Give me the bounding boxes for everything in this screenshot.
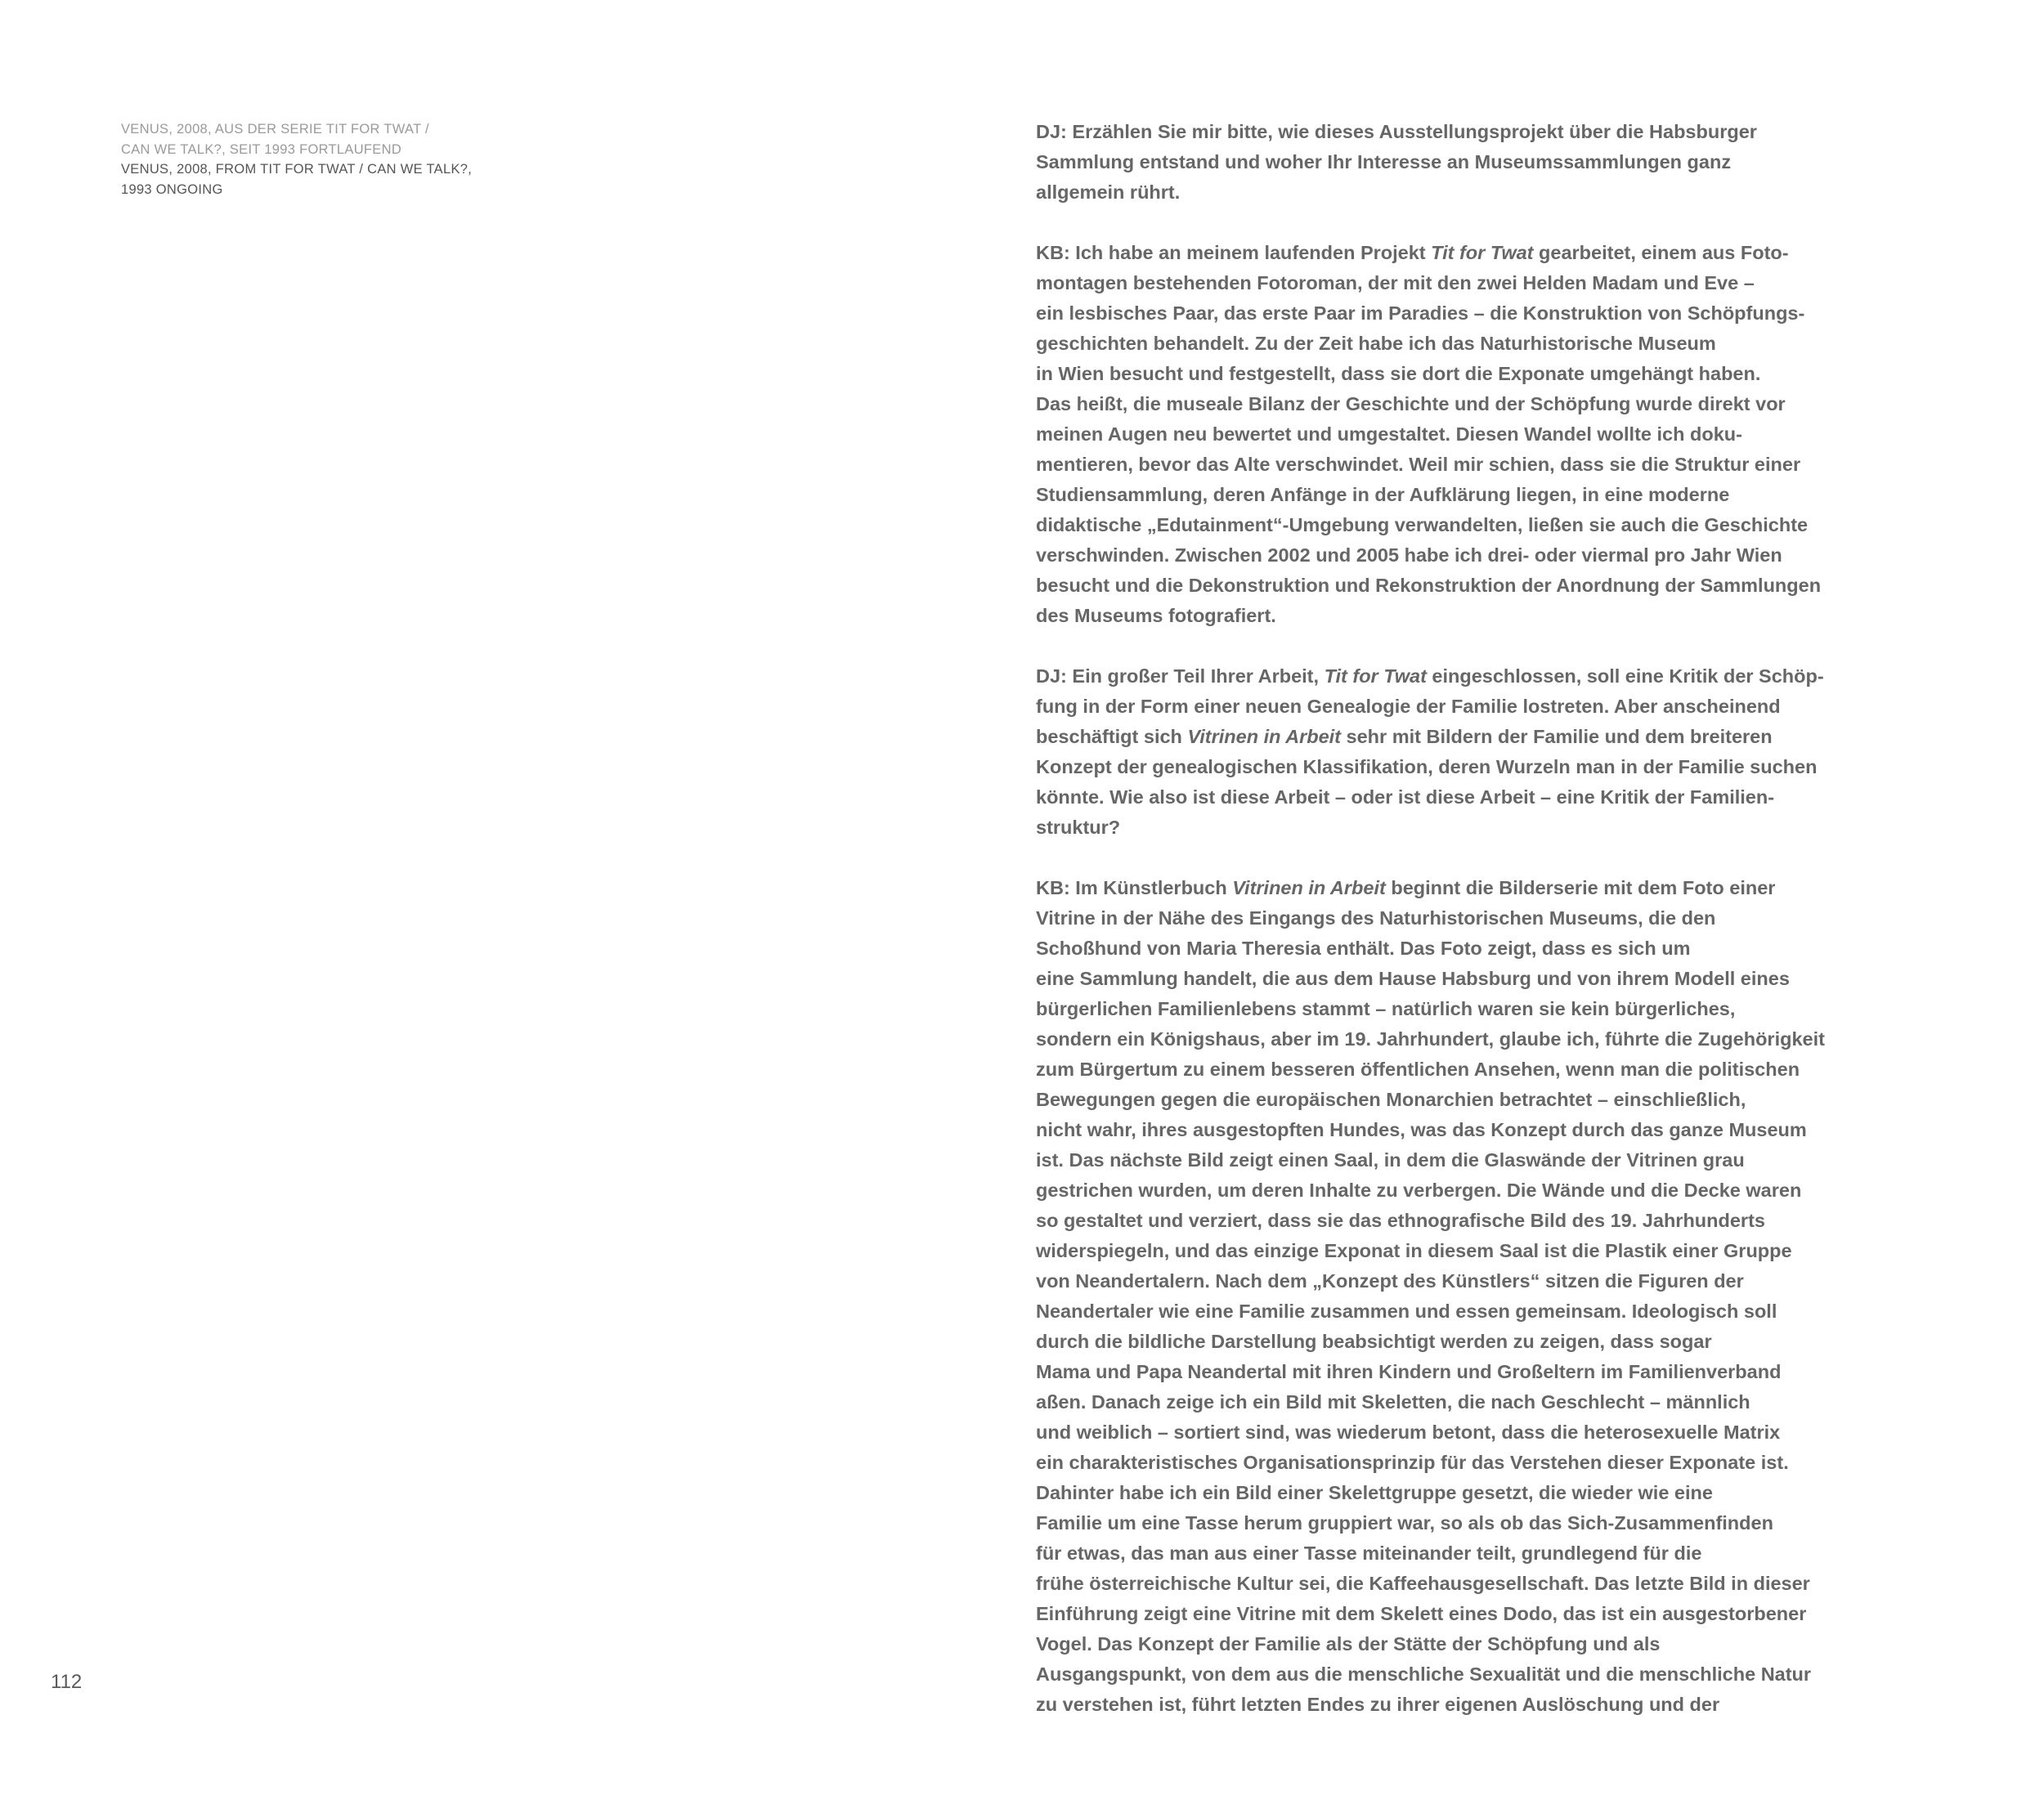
text-line: Sammlung entstand und woher Ihr Interesse an Museumssammlungen ganz <box>1036 151 1732 172</box>
text-line: ist. Das nächste Bild zeigt einen Saal, in dem die Glaswände der Vitrinen grau <box>1036 1149 1745 1171</box>
work-title: Vitrinen in Arbeit <box>1187 726 1342 747</box>
text-line: mentieren, bevor das Alte verschwindet. Weil mir schien, dass sie die Struktur einer <box>1036 454 1801 475</box>
text-line: zum Bürgertum zu einem besseren öffentlichen Ansehen, wenn man die politischen <box>1036 1059 1800 1080</box>
text-line: DJ: Erzählen Sie mir bitte, wie dieses Ausstellungsprojekt über die Habsburger <box>1036 121 1757 142</box>
text-line: KB: Ich habe an meinem laufenden Projekt Tit for Twat gearbeitet, einem aus Foto- <box>1036 242 1789 263</box>
text-line: DJ: Ein großer Teil Ihrer Arbeit, Tit for Twat eingeschlossen, soll eine Kritik der Schöp- <box>1036 665 1824 687</box>
text-line: frühe österreichische Kultur sei, die Kaffeehausgesellschaft. Das letzte Bild in dieser <box>1036 1573 1810 1594</box>
text-line: Familie um eine Tasse herum gruppiert war, so als ob das Sich-Zusammenfinden <box>1036 1512 1773 1534</box>
text-line: geschichten behandelt. Zu der Zeit habe ich das Naturhistorische Museum <box>1036 333 1716 354</box>
paragraph-kb-answer-2 <box>1036 873 1853 1720</box>
text-line: Mama und Papa Neandertal mit ihren Kindern und Großeltern im Familienverband <box>1036 1361 1782 1382</box>
work-title: Tit for Twat <box>1324 665 1427 687</box>
text-line: durch die bildliche Darstellung beabsichtigt werden zu zeigen, dass sogar <box>1036 1331 1712 1352</box>
caption-german-line: CAN WE TALK?, SEIT 1993 FORTLAUFEND <box>121 141 402 157</box>
text-line: fung in der Form einer neuen Genealogie der Familie lostreten. Aber anscheinend <box>1036 696 1781 717</box>
paragraph-dj-question-2 <box>1036 661 1853 843</box>
paragraph-kb-answer-1 <box>1036 238 1853 631</box>
text-line: Das heißt, die museale Bilanz der Geschichte und der Schöpfung wurde direkt vor <box>1036 393 1786 414</box>
text-line: verschwinden. Zwischen 2002 und 2005 habe ich drei- oder viermal pro Jahr Wien <box>1036 544 1782 566</box>
text-line: Neandertaler wie eine Familie zusammen und essen gemeinsam. Ideologisch soll <box>1036 1301 1777 1322</box>
page-number: 112 <box>51 1671 83 1693</box>
text-line: des Museums fotografiert. <box>1036 605 1276 626</box>
text-line: zu verstehen ist, führt letzten Endes zu ihrer eigenen Auslöschung und der <box>1036 1694 1720 1715</box>
text-line: bürgerlichen Familienlebens stammt – natürlich waren sie kein bürgerliches, <box>1036 998 1736 1019</box>
text-line: für etwas, das man aus einer Tasse miteinander teilt, grundlegend für die <box>1036 1543 1702 1564</box>
text-line: struktur? <box>1036 817 1121 838</box>
caption-german-line: VENUS, 2008, AUS DER SERIE TIT FOR TWAT / <box>121 122 429 137</box>
image-caption <box>121 119 530 199</box>
work-title: Vitrinen in Arbeit <box>1232 877 1386 898</box>
text-line: meinen Augen neu bewertet und umgestaltet. Diesen Wandel wollte ich doku- <box>1036 423 1742 445</box>
text-line: Einführung zeigt eine Vitrine mit dem Skelett eines Dodo, das ist ein ausgestorbener <box>1036 1603 1807 1624</box>
text-line: didaktische „Edutainment“-Umgebung verwandelten, ließen sie auch die Geschichte <box>1036 514 1809 535</box>
text-line: widerspiegeln, und das einzige Exponat in diesem Saal ist die Plastik einer Gruppe <box>1036 1240 1792 1261</box>
text-line: nicht wahr, ihres ausgestopften Hundes, was das Konzept durch das ganze Museum <box>1036 1119 1807 1140</box>
text-line: in Wien besucht und festgestellt, dass sie dort die Exponate umgehängt haben. <box>1036 363 1761 384</box>
text-line: ein charakteristisches Organisationsprinzip für das Verstehen dieser Exponate ist. <box>1036 1452 1789 1473</box>
text-line: Studiensammlung, deren Anfänge in der Aufklärung liegen, in eine moderne <box>1036 484 1730 505</box>
text-line: Bewegungen gegen die europäischen Monarchien betrachtet – einschließlich, <box>1036 1089 1746 1110</box>
text-line: Ausgangspunkt, von dem aus die menschliche Sexualität und die menschliche Natur <box>1036 1663 1812 1685</box>
text-line: allgemein rührt. <box>1036 181 1181 203</box>
text-line: besucht und die Dekonstruktion und Rekonstruktion der Anordnung der Sammlungen <box>1036 575 1822 596</box>
interview-text <box>1036 117 1853 1750</box>
text-line: könnte. Wie also ist diese Arbeit – oder ist diese Arbeit – eine Kritik der Familien- <box>1036 786 1775 808</box>
text-line: Dahinter habe ich ein Bild einer Skelettgruppe gesetzt, die wieder wie eine <box>1036 1482 1713 1503</box>
text-line: so gestaltet und verziert, dass sie das ethnografische Bild des 19. Jahrhunderts <box>1036 1210 1765 1231</box>
text-line: und weiblich – sortiert sind, was wiederum betont, dass die heterosexuelle Matrix <box>1036 1422 1781 1443</box>
text-line: sondern ein Königshaus, aber im 19. Jahrhundert, glaube ich, führte die Zugehörigkeit <box>1036 1028 1825 1050</box>
paragraph-dj-question-1 <box>1036 117 1853 208</box>
text-line: beschäftigt sich Vitrinen in Arbeit sehr mit Bildern der Familie und dem breiteren <box>1036 726 1773 747</box>
caption-english-line: VENUS, 2008, FROM TIT FOR TWAT / CAN WE TALK?, <box>121 162 473 177</box>
text-line: ein lesbisches Paar, das erste Paar im Paradies – die Konstruktion von Schöpfungs- <box>1036 302 1805 324</box>
work-title: Tit for Twat <box>1431 242 1534 263</box>
text-line: eine Sammlung handelt, die aus dem Hause Habsburg und von ihrem Modell eines <box>1036 968 1790 989</box>
text-line: Vitrine in der Nähe des Eingangs des Naturhistorischen Museums, die den <box>1036 907 1716 929</box>
text-line: KB: Im Künstlerbuch Vitrinen in Arbeit beginnt die Bilderserie mit dem Foto einer <box>1036 877 1776 898</box>
text-line: Vogel. Das Konzept der Familie als der Stätte der Schöpfung und als <box>1036 1633 1661 1654</box>
text-line: aßen. Danach zeige ich ein Bild mit Skeletten, die nach Geschlecht – männlich <box>1036 1391 1750 1413</box>
text-line: gestrichen wurden, um deren Inhalte zu verbergen. Die Wände und die Decke waren <box>1036 1180 1802 1201</box>
text-line: von Neandertalern. Nach dem „Konzept des Künstlers“ sitzen die Figuren der <box>1036 1270 1744 1292</box>
caption-english-line: 1993 ONGOING <box>121 181 223 197</box>
text-line: Schoßhund von Maria Theresia enthält. Das Foto zeigt, dass es sich um <box>1036 938 1691 959</box>
text-line: Konzept der genealogischen Klassifikation, deren Wurzeln man in der Familie suchen <box>1036 756 1818 777</box>
text-line: montagen bestehenden Fotoroman, der mit den zwei Helden Madam und Eve – <box>1036 272 1755 293</box>
